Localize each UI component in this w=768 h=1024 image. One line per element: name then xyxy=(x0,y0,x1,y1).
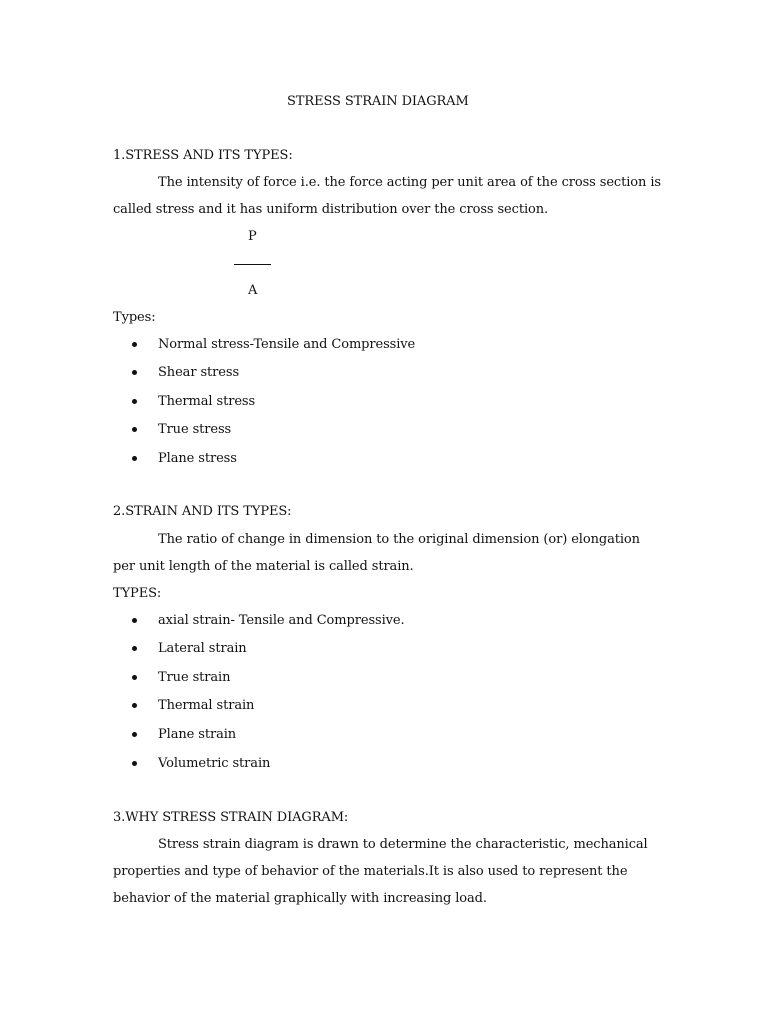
bullet-icon xyxy=(132,370,137,375)
list-item: Plane stress xyxy=(158,451,237,466)
bullet-icon xyxy=(132,761,137,766)
section3-heading: 3.WHY STRESS STRAIN DIAGRAM: xyxy=(113,810,349,825)
bullet-icon xyxy=(132,703,137,708)
section1-heading: 1.STRESS AND ITS TYPES: xyxy=(113,148,293,163)
section3-paragraph-line2: properties and type of behavior of the materials.It is also used to represent the xyxy=(113,864,628,879)
section2-types-label: TYPES: xyxy=(113,586,162,601)
list-item: Normal stress-Tensile and Compressive xyxy=(158,337,416,352)
list-item: Thermal stress xyxy=(158,394,256,409)
section3-paragraph-line3: behavior of the material graphically with increasing load. xyxy=(113,891,487,906)
document-title: STRESS STRAIN DIAGRAM xyxy=(287,94,469,109)
bullet-icon xyxy=(132,342,137,347)
list-item: Thermal strain xyxy=(158,698,255,713)
bullet-icon xyxy=(132,427,137,432)
bullet-icon xyxy=(132,456,137,461)
bullet-icon xyxy=(132,399,137,404)
bullet-icon xyxy=(132,675,137,680)
list-item: Lateral strain xyxy=(158,641,247,656)
section1-paragraph-line1: The intensity of force i.e. the force acting per unit area of the cross section is xyxy=(158,175,661,190)
bullet-icon xyxy=(132,646,137,651)
formula-fraction-bar xyxy=(234,264,271,265)
section2-heading: 2.STRAIN AND ITS TYPES: xyxy=(113,504,292,519)
list-item: axial strain- Tensile and Compressive. xyxy=(158,613,405,628)
section1-paragraph-line2: called stress and it has uniform distribution over the cross section. xyxy=(113,202,549,217)
section2-paragraph-line2: per unit length of the material is called strain. xyxy=(113,559,414,574)
formula-numerator: P xyxy=(248,229,257,244)
list-item: Volumetric strain xyxy=(158,756,271,771)
list-item: Plane strain xyxy=(158,727,237,742)
section3-paragraph-line1: Stress strain diagram is drawn to determine the characteristic, mechanical xyxy=(158,837,648,852)
bullet-icon xyxy=(132,732,137,737)
section2-paragraph-line1: The ratio of change in dimension to the original dimension (or) elongation xyxy=(158,532,640,547)
bullet-icon xyxy=(132,618,137,623)
list-item: True strain xyxy=(158,670,231,685)
list-item: Shear stress xyxy=(158,365,240,380)
section1-types-label: Types: xyxy=(113,310,156,325)
formula-denominator: A xyxy=(248,283,258,298)
list-item: True stress xyxy=(158,422,232,437)
